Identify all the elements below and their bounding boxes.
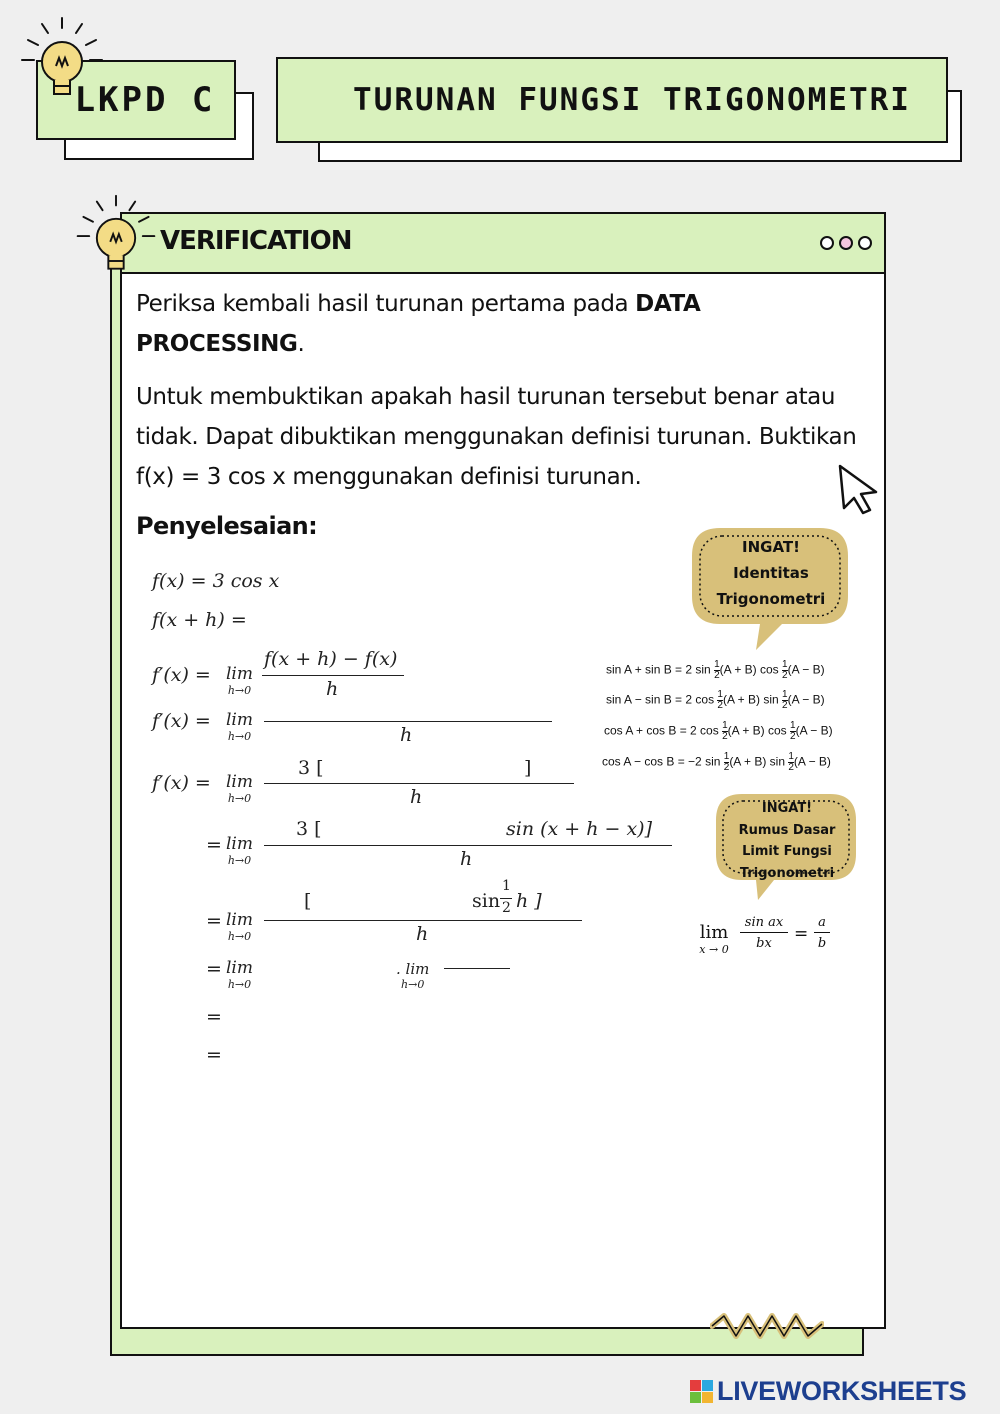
para1-end: . xyxy=(297,331,305,357)
half-num: 1 xyxy=(782,689,788,700)
identity-end: (A − B) xyxy=(795,723,833,738)
lim-text: lim xyxy=(226,664,253,684)
page-title: TURUNAN FUNGSI TRIGONOMETRI xyxy=(353,82,911,118)
identity-row xyxy=(606,690,825,711)
lim-text: lim xyxy=(226,710,253,730)
half-den: 2 xyxy=(782,700,788,711)
identity-mid: (A + B) sin xyxy=(729,754,785,769)
half-den: 2 xyxy=(723,762,730,773)
half-num: 1 xyxy=(782,659,788,670)
half-numerator: 1 xyxy=(502,878,511,894)
equals-sign: = xyxy=(206,1044,222,1066)
math-line-1: f(x) = 3 cos x xyxy=(152,570,280,592)
limit-expr xyxy=(226,712,253,742)
lim-text: lim xyxy=(226,958,253,978)
reminder2-line: Rumus Dasar xyxy=(738,822,836,838)
limit-expr xyxy=(226,912,253,942)
reminder1-line: Identitas xyxy=(733,564,809,582)
identity-end: (A − B) xyxy=(793,754,831,769)
reminder-limit-bubble xyxy=(716,798,858,884)
half-num: 1 xyxy=(714,659,720,670)
equals-sign: = xyxy=(206,958,222,980)
half-den: 2 xyxy=(717,700,723,711)
equals-sign: = xyxy=(206,834,222,856)
fraction-bar xyxy=(262,675,404,676)
lim-sub: h→0 xyxy=(227,684,252,697)
brand-text: LIVEWORKSHEETS xyxy=(717,1376,967,1406)
lkpd-label: LKPD C xyxy=(74,80,216,120)
liveworksheets-logo-icon xyxy=(690,1380,714,1404)
half-num: 1 xyxy=(717,689,723,700)
fraction-denominator: h xyxy=(460,848,473,870)
bracket-left: 3 [ xyxy=(296,818,322,840)
identity-end: (A − B) xyxy=(787,662,825,677)
lim-sub: h→0 xyxy=(227,854,252,867)
identity-end: (A − B) xyxy=(787,692,825,707)
lim-sub: h→0 xyxy=(227,730,252,743)
fraction-bar xyxy=(264,783,574,784)
reminder-identity-bubble xyxy=(692,534,850,612)
title-box xyxy=(276,57,948,143)
half-den: 2 xyxy=(790,731,796,742)
lim-text: lim xyxy=(699,922,729,943)
liveworksheets-brand[interactable] xyxy=(690,1376,966,1407)
sin-label: sin xyxy=(472,890,501,912)
half-num: 1 xyxy=(790,720,796,731)
equals-sign: = xyxy=(206,1006,222,1028)
fprime-label: f′(x) = xyxy=(152,710,211,732)
fprime-label: f′(x) = xyxy=(152,664,211,686)
fraction-denominator: h xyxy=(326,678,339,700)
instruction-paragraph-2: Untuk membuktikan apakah hasil turunan tersebut benar atau tidak. Dapat dibuktikan menggunakan definisi turunan. Buktikan f(x) = 3 cos x menggunakan definisi turunan. xyxy=(136,384,857,490)
equals-sign: = xyxy=(794,924,809,944)
bracket-left: 3 [ xyxy=(298,757,324,779)
limit-formula xyxy=(694,916,844,966)
solution-heading: Penyelesaian: xyxy=(136,512,318,540)
lim-text: lim xyxy=(226,772,253,792)
half-den: 2 xyxy=(722,731,728,742)
fraction-denominator: h xyxy=(410,786,423,808)
para1-bold: DATA PROCESSING xyxy=(136,291,701,357)
reminder2-line: Trigonometri xyxy=(739,865,835,881)
panel-title: VERIFICATION xyxy=(160,226,352,256)
fraction-denominator: bx xyxy=(756,936,772,951)
identity-lhs: sin A + sin B = 2 sin xyxy=(606,662,711,677)
half-den: 2 xyxy=(788,762,794,773)
panel-header xyxy=(120,212,886,274)
identity-lhs: cos A − cos B = −2 sin xyxy=(602,754,721,769)
lightbulb-icon xyxy=(14,14,110,110)
fprime-label: f′(x) = xyxy=(152,772,211,794)
limit-expr xyxy=(226,960,253,990)
math-line-2: f(x + h) = xyxy=(152,609,247,631)
lightbulb-icon xyxy=(70,192,162,284)
limit-formula-fraction xyxy=(740,916,788,950)
limit-expr xyxy=(226,774,253,804)
reminder1-line: INGAT! xyxy=(742,538,800,556)
fraction-bar xyxy=(264,721,552,722)
lim-sub: h→0 xyxy=(401,978,425,991)
half-denominator: 2 xyxy=(502,900,511,916)
equals-sign: = xyxy=(206,910,222,932)
lim-text: lim xyxy=(226,834,253,854)
dot-icon xyxy=(820,236,834,250)
lim-sub: h→0 xyxy=(227,978,252,991)
limit-expr-2 xyxy=(396,962,429,990)
fraction-denominator: h xyxy=(416,923,429,945)
identity-mid: (A + B) cos xyxy=(719,662,779,677)
reminder1-line: Trigonometri xyxy=(716,590,826,608)
fraction-numerator: f(x + h) − f(x) xyxy=(264,648,398,670)
cursor-icon xyxy=(836,462,882,516)
para1-text: Periksa kembali hasil turunan pertama pada xyxy=(136,291,636,317)
identity-lhs: cos A + cos B = 2 cos xyxy=(604,723,719,738)
half-fraction-bar xyxy=(500,898,512,899)
identity-lhs: sin A − sin B = 2 cos xyxy=(606,692,715,707)
zigzag-decoration xyxy=(710,1312,824,1342)
fraction-numerator: a xyxy=(814,916,830,933)
result-fraction xyxy=(814,916,830,950)
half-den: 2 xyxy=(714,670,720,681)
dot-icon xyxy=(839,236,853,250)
lim-sub: x → 0 xyxy=(699,943,729,956)
fraction-denominator: h xyxy=(400,724,413,746)
instruction-paragraph-1 xyxy=(136,284,786,364)
limit-expr xyxy=(226,666,253,696)
fraction-bar xyxy=(444,968,510,969)
identity-row xyxy=(602,752,831,773)
reminder2-line: INGAT! xyxy=(761,801,813,816)
identity-row xyxy=(604,721,833,742)
dot-icon xyxy=(858,236,872,250)
reminder2-line: Limit Fungsi xyxy=(742,844,832,859)
lim-sub: h→0 xyxy=(227,792,252,805)
half-num: 1 xyxy=(788,751,794,762)
half-num: 1 xyxy=(723,751,730,762)
identity-mid: (A + B) sin xyxy=(722,692,779,707)
fraction-denominator: b xyxy=(817,936,827,951)
lim-text: lim xyxy=(226,910,253,930)
bracket-left: [ xyxy=(304,890,312,912)
lim-sub: h→0 xyxy=(227,930,252,943)
fraction-numerator: sin ax xyxy=(740,916,788,933)
bracket-right: ] xyxy=(524,757,532,779)
identity-mid: (A + B) cos xyxy=(727,723,787,738)
fraction-bar xyxy=(264,920,582,921)
half-den: 2 xyxy=(782,670,788,681)
fraction-bar xyxy=(264,845,672,846)
half-num: 1 xyxy=(722,720,728,731)
limit-formula-lim xyxy=(694,924,734,955)
identity-row xyxy=(606,660,825,681)
dot-lim-text: . lim xyxy=(396,960,430,978)
window-dots xyxy=(820,236,872,250)
h-bracket: h ] xyxy=(516,890,542,912)
sin-term: sin (x + h − x)] xyxy=(506,818,653,840)
limit-expr xyxy=(226,836,253,866)
